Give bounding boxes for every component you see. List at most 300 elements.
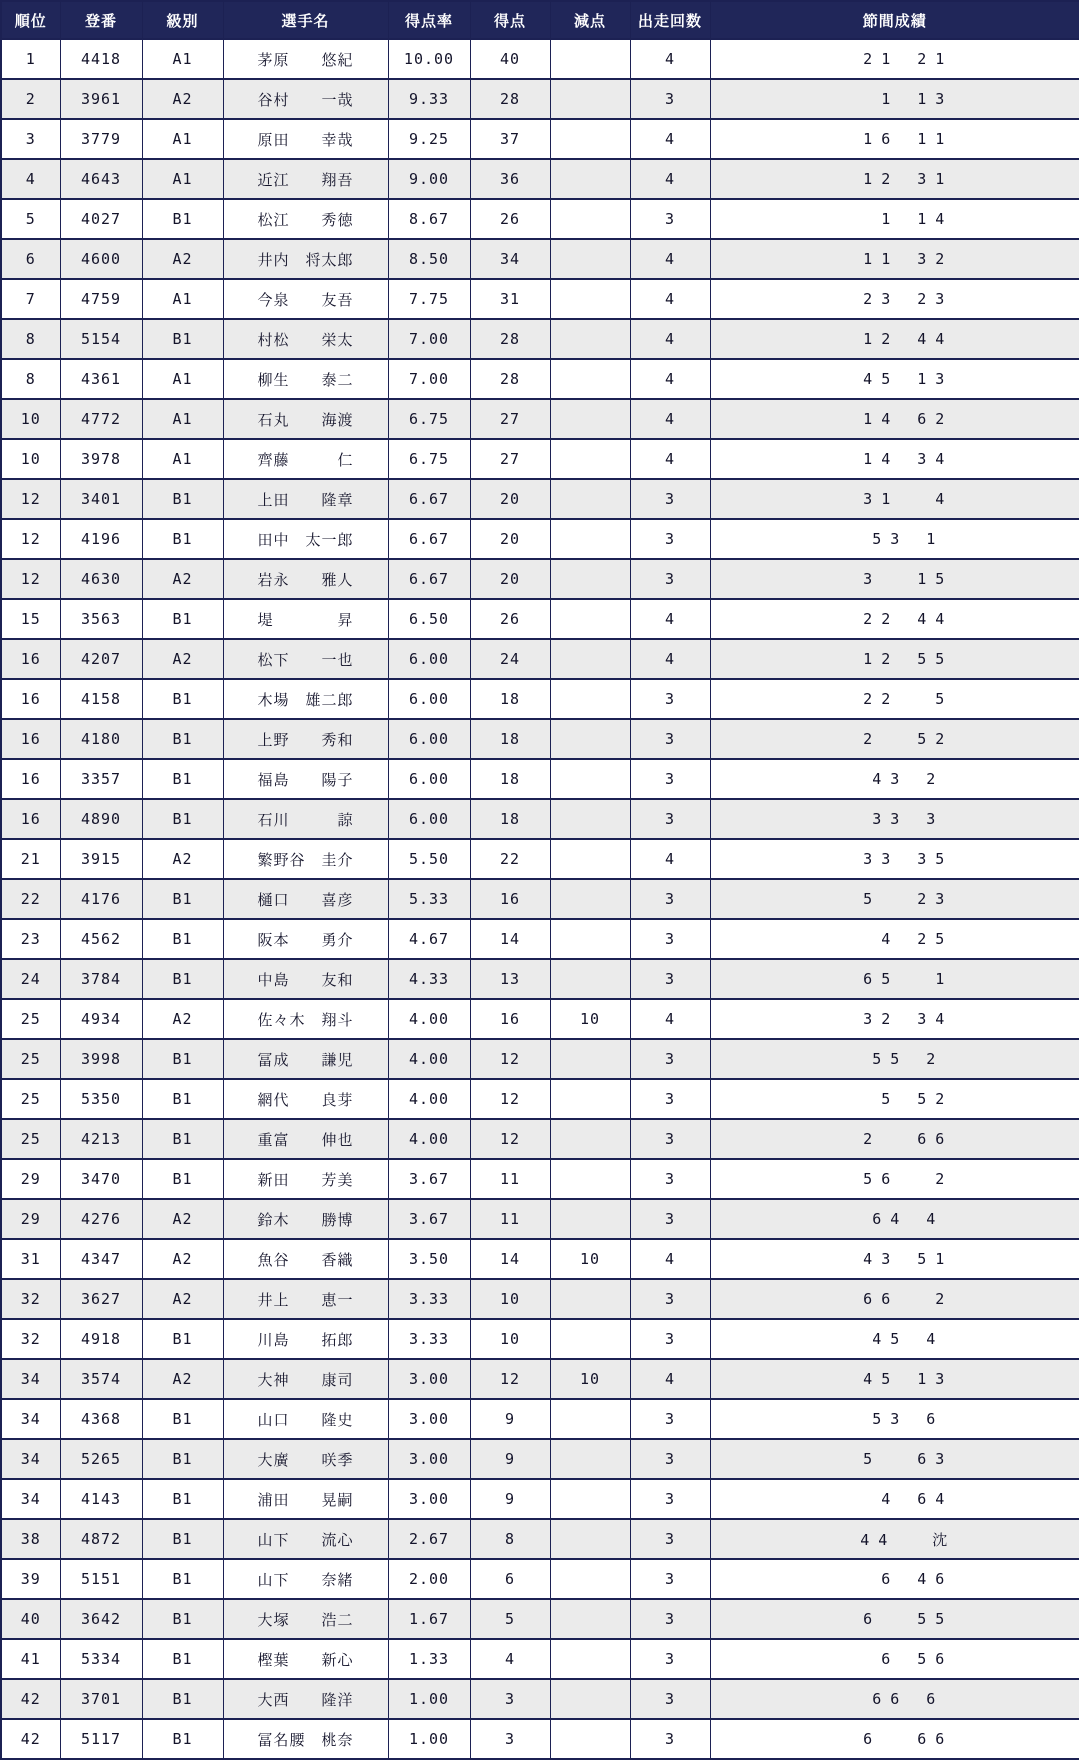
table-body [1,39,1079,1759]
results-cell: 14 34 [710,439,1079,479]
penalty-cell [550,719,630,759]
penalty-cell [550,759,630,799]
name-cell: 阪本 勇介 [223,919,388,959]
class-cell: A1 [142,439,223,479]
table-row [1,839,1079,879]
starts-cell: 3 [630,959,710,999]
starts-cell: 3 [630,1119,710,1159]
starts-cell: 4 [630,159,710,199]
rank-cell: 22 [1,879,60,919]
score-rate-cell: 10.00 [388,39,470,79]
penalty-cell [550,639,630,679]
name-cell: 中島 友和 [223,959,388,999]
score-rate-cell: 6.75 [388,399,470,439]
reg-number-cell: 4180 [60,719,142,759]
penalty-cell [550,1079,630,1119]
table-row [1,1239,1079,1279]
score-rate-cell: 4.00 [388,1039,470,1079]
penalty-cell [550,1519,630,1559]
starts-cell: 3 [630,79,710,119]
class-cell: A1 [142,279,223,319]
name-cell: 魚谷 香織 [223,1239,388,1279]
results-cell: 11 32 [710,239,1079,279]
penalty-cell [550,959,630,999]
penalty-cell [550,879,630,919]
starts-cell: 4 [630,439,710,479]
reg-number-cell: 3978 [60,439,142,479]
penalty-cell [550,79,630,119]
penalty-cell [550,1039,630,1079]
table-row [1,1439,1079,1479]
score-rate-cell: 1.33 [388,1639,470,1679]
points-cell: 13 [470,959,550,999]
reg-number-cell: 4418 [60,39,142,79]
name-cell: 齊藤 仁 [223,439,388,479]
starts-cell: 4 [630,319,710,359]
results-cell: 55 2 [710,1039,1079,1079]
name-cell: 木場 雄二郎 [223,679,388,719]
score-rate-cell: 7.00 [388,319,470,359]
score-rate-cell: 1.00 [388,1679,470,1719]
table-row [1,399,1079,439]
rank-cell: 6 [1,239,60,279]
rank-cell: 16 [1,719,60,759]
starts-cell: 4 [630,39,710,79]
score-rate-cell: 3.00 [388,1359,470,1399]
col-header-penalty: 減点 [550,1,630,39]
rank-cell: 2 [1,79,60,119]
class-cell: B1 [142,719,223,759]
results-cell: 21 21 [710,39,1079,79]
class-cell: A1 [142,119,223,159]
results-cell: 33 3 [710,799,1079,839]
col-header-starts: 出走回数 [630,1,710,39]
table-row [1,1359,1079,1399]
penalty-cell [550,359,630,399]
class-cell: A2 [142,999,223,1039]
results-cell: 3 15 [710,559,1079,599]
score-rate-cell: 7.00 [388,359,470,399]
penalty-cell [550,1559,630,1599]
table-header [1,1,1079,39]
class-cell: B1 [142,599,223,639]
table-row [1,319,1079,359]
penalty-cell [550,1159,630,1199]
rank-cell: 29 [1,1159,60,1199]
starts-cell: 4 [630,639,710,679]
penalty-cell [550,1719,630,1759]
class-cell: A2 [142,1279,223,1319]
reg-number-cell: 4143 [60,1479,142,1519]
results-cell: 65 1 [710,959,1079,999]
name-cell: 井内 将太郎 [223,239,388,279]
score-rate-cell: 6.75 [388,439,470,479]
table-row [1,1719,1079,1759]
name-cell: 大塚 浩二 [223,1599,388,1639]
score-rate-cell: 6.00 [388,799,470,839]
points-cell: 36 [470,159,550,199]
penalty-cell [550,439,630,479]
results-cell: 6 46 [710,1559,1079,1599]
points-cell: 16 [470,879,550,919]
results-cell: 16 11 [710,119,1079,159]
reg-number-cell: 4158 [60,679,142,719]
rank-cell: 41 [1,1639,60,1679]
penalty-cell [550,1399,630,1439]
score-rate-cell: 4.33 [388,959,470,999]
starts-cell: 3 [630,1719,710,1759]
table-row [1,1039,1079,1079]
score-rate-cell: 4.00 [388,1079,470,1119]
table-row [1,199,1079,239]
points-cell: 11 [470,1159,550,1199]
class-cell: B1 [142,479,223,519]
class-cell: B1 [142,1319,223,1359]
table-row [1,1599,1079,1639]
results-cell: 66 6 [710,1679,1079,1719]
table-row [1,519,1079,559]
rank-cell: 16 [1,759,60,799]
results-cell: 66 2 [710,1279,1079,1319]
score-rate-cell: 5.50 [388,839,470,879]
points-cell: 31 [470,279,550,319]
score-rate-cell: 3.00 [388,1439,470,1479]
class-cell: A1 [142,159,223,199]
rank-cell: 25 [1,1079,60,1119]
results-cell: 6 66 [710,1719,1079,1759]
name-cell: 網代 良芽 [223,1079,388,1119]
reg-number-cell: 4562 [60,919,142,959]
rank-cell: 12 [1,519,60,559]
score-rate-cell: 9.33 [388,79,470,119]
penalty-cell [550,1439,630,1479]
points-cell: 28 [470,319,550,359]
table-row [1,959,1079,999]
points-cell: 28 [470,359,550,399]
starts-cell: 3 [630,519,710,559]
rank-cell: 24 [1,959,60,999]
penalty-cell [550,519,630,559]
class-cell: B1 [142,1039,223,1079]
results-cell: 5 23 [710,879,1079,919]
points-cell: 18 [470,679,550,719]
points-cell: 14 [470,1239,550,1279]
table-row [1,1119,1079,1159]
class-cell: B1 [142,799,223,839]
points-cell: 27 [470,439,550,479]
table-row [1,639,1079,679]
starts-cell: 3 [630,1159,710,1199]
starts-cell: 4 [630,399,710,439]
rank-cell: 31 [1,1239,60,1279]
table-row [1,439,1079,479]
rank-cell: 23 [1,919,60,959]
score-rate-cell: 3.00 [388,1399,470,1439]
penalty-cell [550,199,630,239]
points-cell: 22 [470,839,550,879]
col-header-score-rate: 得点率 [388,1,470,39]
class-cell: B1 [142,319,223,359]
rank-cell: 10 [1,399,60,439]
starts-cell: 3 [630,799,710,839]
reg-number-cell: 3563 [60,599,142,639]
reg-number-cell: 4630 [60,559,142,599]
points-cell: 11 [470,1199,550,1239]
rank-cell: 8 [1,359,60,399]
table-row [1,1319,1079,1359]
penalty-cell: 10 [550,1239,630,1279]
reg-number-cell: 4207 [60,639,142,679]
results-cell: 23 23 [710,279,1079,319]
results-cell: 4 64 [710,1479,1079,1519]
score-rate-cell: 3.67 [388,1159,470,1199]
reg-number-cell: 5265 [60,1439,142,1479]
reg-number-cell: 4643 [60,159,142,199]
points-cell: 20 [470,479,550,519]
score-rate-cell: 1.00 [388,1719,470,1759]
name-cell: 鈴木 勝博 [223,1199,388,1239]
class-cell: A2 [142,839,223,879]
header-row [1,1,1079,39]
penalty-cell [550,679,630,719]
class-cell: B1 [142,519,223,559]
class-cell: B1 [142,199,223,239]
score-rate-cell: 3.33 [388,1319,470,1359]
rank-cell: 16 [1,679,60,719]
results-cell: 44 沈 [710,1519,1079,1559]
reg-number-cell: 3779 [60,119,142,159]
table-row [1,39,1079,79]
results-cell: 5 52 [710,1079,1079,1119]
rank-cell: 5 [1,199,60,239]
name-cell: 松江 秀徳 [223,199,388,239]
name-cell: 茅原 悠紀 [223,39,388,79]
points-cell: 8 [470,1519,550,1559]
reg-number-cell: 5117 [60,1719,142,1759]
name-cell: 重富 伸也 [223,1119,388,1159]
starts-cell: 3 [630,1479,710,1519]
reg-number-cell: 4772 [60,399,142,439]
penalty-cell [550,1279,630,1319]
reg-number-cell: 4027 [60,199,142,239]
penalty-cell [550,1479,630,1519]
class-cell: A2 [142,1199,223,1239]
starts-cell: 3 [630,1679,710,1719]
name-cell: 大廣 咲季 [223,1439,388,1479]
reg-number-cell: 5151 [60,1559,142,1599]
name-cell: 繁野谷 圭介 [223,839,388,879]
points-cell: 20 [470,519,550,559]
name-cell: 冨名腰 桃奈 [223,1719,388,1759]
starts-cell: 3 [630,1439,710,1479]
score-rate-cell: 6.00 [388,639,470,679]
penalty-cell [550,39,630,79]
rank-cell: 3 [1,119,60,159]
table-row [1,1519,1079,1559]
col-header-racer-name: 選手名 [223,1,388,39]
name-cell: 川島 拓郎 [223,1319,388,1359]
table-row [1,359,1079,399]
class-cell: B1 [142,759,223,799]
results-cell: 56 2 [710,1159,1079,1199]
rank-cell: 7 [1,279,60,319]
reg-number-cell: 3627 [60,1279,142,1319]
score-rate-cell: 3.67 [388,1199,470,1239]
points-cell: 18 [470,719,550,759]
name-cell: 山下 奈緒 [223,1559,388,1599]
class-cell: B1 [142,919,223,959]
score-rate-cell: 6.50 [388,599,470,639]
penalty-cell [550,1199,630,1239]
score-rate-cell: 4.67 [388,919,470,959]
name-cell: 冨成 謙児 [223,1039,388,1079]
results-cell: 12 55 [710,639,1079,679]
class-cell: A2 [142,79,223,119]
rank-cell: 42 [1,1679,60,1719]
table-row [1,279,1079,319]
score-rate-cell: 6.00 [388,679,470,719]
name-cell: 柳生 泰二 [223,359,388,399]
results-cell: 6 56 [710,1639,1079,1679]
rank-cell: 8 [1,319,60,359]
points-cell: 37 [470,119,550,159]
name-cell: 浦田 晃嗣 [223,1479,388,1519]
class-cell: B1 [142,959,223,999]
starts-cell: 4 [630,279,710,319]
score-rate-cell: 5.33 [388,879,470,919]
name-cell: 山下 流心 [223,1519,388,1559]
results-cell: 53 1 [710,519,1079,559]
name-cell: 佐々木 翔斗 [223,999,388,1039]
score-rate-cell: 1.67 [388,1599,470,1639]
table-row [1,1559,1079,1599]
class-cell: A2 [142,1239,223,1279]
starts-cell: 3 [630,1319,710,1359]
points-cell: 26 [470,599,550,639]
points-cell: 24 [470,639,550,679]
table-row [1,719,1079,759]
starts-cell: 3 [630,479,710,519]
score-rate-cell: 3.33 [388,1279,470,1319]
points-cell: 3 [470,1679,550,1719]
points-cell: 9 [470,1439,550,1479]
results-cell: 2 52 [710,719,1079,759]
rank-cell: 10 [1,439,60,479]
rank-cell: 38 [1,1519,60,1559]
col-header-class: 級別 [142,1,223,39]
class-cell: A1 [142,399,223,439]
results-cell: 45 13 [710,359,1079,399]
reg-number-cell: 4872 [60,1519,142,1559]
table-row [1,999,1079,1039]
reg-number-cell: 4890 [60,799,142,839]
name-cell: 上田 隆章 [223,479,388,519]
points-cell: 12 [470,1039,550,1079]
points-cell: 34 [470,239,550,279]
reg-number-cell: 3401 [60,479,142,519]
score-rate-cell: 6.00 [388,719,470,759]
col-header-rank: 順位 [1,1,60,39]
points-cell: 27 [470,399,550,439]
score-rate-cell: 7.75 [388,279,470,319]
starts-cell: 3 [630,1559,710,1599]
name-cell: 村松 栄太 [223,319,388,359]
results-cell: 6 55 [710,1599,1079,1639]
points-cell: 9 [470,1399,550,1439]
rank-cell: 34 [1,1479,60,1519]
rank-cell: 39 [1,1559,60,1599]
col-header-points: 得点 [470,1,550,39]
results-cell: 12 31 [710,159,1079,199]
reg-number-cell: 4196 [60,519,142,559]
col-header-reg-number: 登番 [60,1,142,39]
results-cell: 43 51 [710,1239,1079,1279]
penalty-cell [550,599,630,639]
starts-cell: 3 [630,1519,710,1559]
score-rate-cell: 4.00 [388,1119,470,1159]
penalty-cell [550,559,630,599]
points-cell: 3 [470,1719,550,1759]
starts-cell: 3 [630,199,710,239]
reg-number-cell: 4759 [60,279,142,319]
penalty-cell [550,1319,630,1359]
name-cell: 谷村 一哉 [223,79,388,119]
starts-cell: 3 [630,1599,710,1639]
score-rate-cell: 6.67 [388,519,470,559]
reg-number-cell: 3915 [60,839,142,879]
class-cell: B1 [142,1519,223,1559]
name-cell: 松下 一也 [223,639,388,679]
results-cell: 31 4 [710,479,1079,519]
score-rate-cell: 8.50 [388,239,470,279]
starts-cell: 3 [630,679,710,719]
rank-cell: 34 [1,1359,60,1399]
points-cell: 26 [470,199,550,239]
rank-cell: 12 [1,559,60,599]
score-rate-cell: 6.67 [388,479,470,519]
starts-cell: 3 [630,1399,710,1439]
name-cell: 大神 康司 [223,1359,388,1399]
starts-cell: 4 [630,999,710,1039]
reg-number-cell: 4176 [60,879,142,919]
starts-cell: 4 [630,119,710,159]
points-cell: 16 [470,999,550,1039]
results-cell: 2 66 [710,1119,1079,1159]
penalty-cell [550,239,630,279]
name-cell: 山口 隆史 [223,1399,388,1439]
reg-number-cell: 3574 [60,1359,142,1399]
score-rate-cell: 6.67 [388,559,470,599]
rank-cell: 25 [1,999,60,1039]
rank-cell: 29 [1,1199,60,1239]
table-row [1,1399,1079,1439]
name-cell: 石川 諒 [223,799,388,839]
class-cell: A2 [142,239,223,279]
penalty-cell [550,159,630,199]
class-cell: B1 [142,1719,223,1759]
rank-cell: 34 [1,1439,60,1479]
name-cell: 大西 隆洋 [223,1679,388,1719]
points-cell: 18 [470,799,550,839]
table-row [1,1079,1079,1119]
reg-number-cell: 4347 [60,1239,142,1279]
results-cell: 4 25 [710,919,1079,959]
points-cell: 10 [470,1279,550,1319]
reg-number-cell: 3701 [60,1679,142,1719]
starts-cell: 3 [630,759,710,799]
name-cell: 石丸 海渡 [223,399,388,439]
penalty-cell: 10 [550,999,630,1039]
